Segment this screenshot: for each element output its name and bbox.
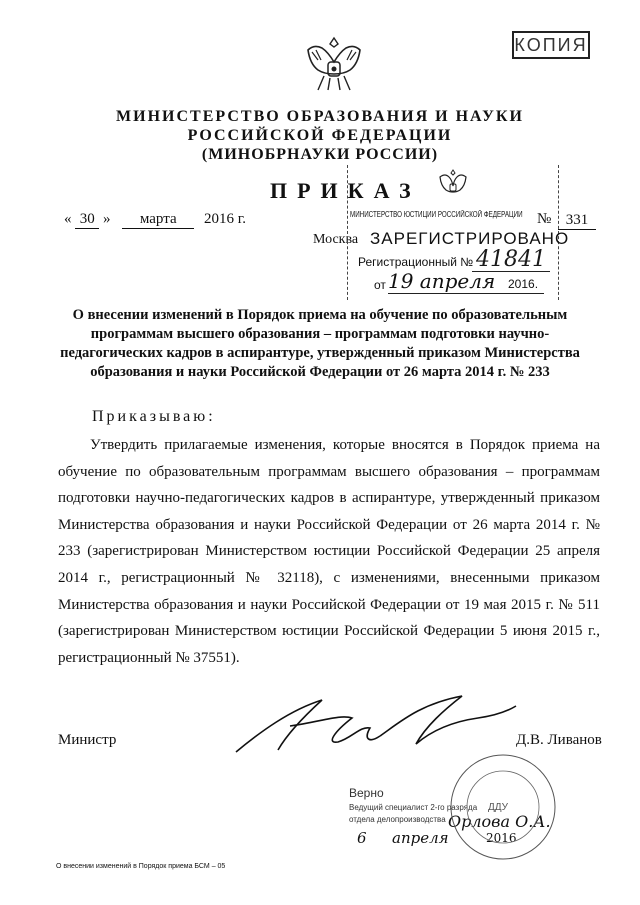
title-line-1: О внесении изменений в Порядок приема на обучение по образовательным (72, 307, 568, 323)
document-type-title: ПРИКАЗ (270, 178, 421, 203)
certification-handwritten-name: Орлова О.А. (448, 812, 551, 831)
order-year: 2016 г. (204, 211, 246, 227)
certification-line2: отдела делопроизводства (349, 815, 446, 824)
certification-month: апреля (392, 829, 449, 847)
round-seal-stamp (438, 752, 568, 862)
order-day: 30 (75, 211, 99, 229)
copy-stamp: КОПИЯ (512, 31, 590, 59)
order-number: 331 (558, 212, 596, 230)
svg-text:ДДУ: ДДУ (488, 802, 509, 813)
signatory-position: Министр (58, 732, 117, 748)
order-body (58, 432, 600, 671)
stamp-status: ЗАРЕГИСТРИРОВАНО (370, 229, 570, 248)
order-city: Москва (313, 232, 359, 247)
certification-verno: Верно (349, 786, 384, 800)
order-month: марта (122, 211, 194, 229)
stamp-ministry: МИНИСТЕРСТВО ЮСТИЦИИ РОССИЙСКОЙ ФЕДЕРАЦИИ (350, 210, 523, 219)
order-date: « 30 » марта 2016 г. (64, 211, 246, 227)
stamp-reg-number: 41841 (476, 247, 546, 272)
ministry-short-name: (МИНОБРНАУКИ РОССИИ) (201, 146, 439, 163)
signatory-name: Д.В. Ливанов (516, 732, 602, 748)
stamp-emblem-icon (436, 167, 470, 201)
title-line-4: образования и науки Российской Федерации от 26 марта 2014 г. № 233 (90, 364, 550, 380)
body-paragraph: Утвердить прилагаемые изменения, которые вносятся в Порядок приема на обучение по образовательным программам высшего образования – программам подготовки научно-педагогических кадров в аспирантуре, утвержденный приказом Министерства образования и науки Российской Федерации от 26 марта 2014 г. № 233 (зарегистрирован Министерством юстиции Российской Федерации 25 апреля 2014 г., регистрационный № 32118), с изменениями, внесенными приказом Министерства образования и науки Российской Федерации от 19 мая 2015 г. № 511 (зарегистрирован Министерством юстиции Российской Федерации 5 июня 2015 г., регистрационный № 37551). (58, 437, 600, 666)
stamp-handwritten-date: 19 апреля (388, 269, 496, 293)
order-title (0, 306, 640, 382)
certification-line1: Ведущий специалист 2-го разряда (349, 803, 478, 812)
ministry-name-line2: РОССИЙСКОЙ ФЕДЕРАЦИИ (187, 127, 453, 144)
title-line-2: программам высшего образования – программам подготовки научно- (90, 326, 550, 342)
stamp-year: 2016. (508, 277, 539, 291)
coat-of-arms-emblem (300, 32, 368, 98)
order-verb: Приказываю: (92, 408, 216, 425)
stamp-date-prefix: от (374, 278, 386, 292)
order-number-sign: № (537, 211, 552, 227)
title-line-3: педагогических кадров в аспирантуре, утвержденный приказом Министерства (60, 345, 580, 361)
stamp-date-underline (388, 293, 544, 294)
ministry-name-line1: МИНИСТЕРСТВО ОБРАЗОВАНИЯ И НАУКИ (116, 108, 524, 125)
registration-stamp (347, 165, 570, 300)
document-footer: О внесении изменений в Порядок приема БСМ – 05 (56, 863, 226, 870)
certification-day: 6 (357, 829, 367, 847)
stamp-reg-label: Регистрационный № (358, 255, 474, 269)
certification-year: 2016 (486, 831, 517, 845)
